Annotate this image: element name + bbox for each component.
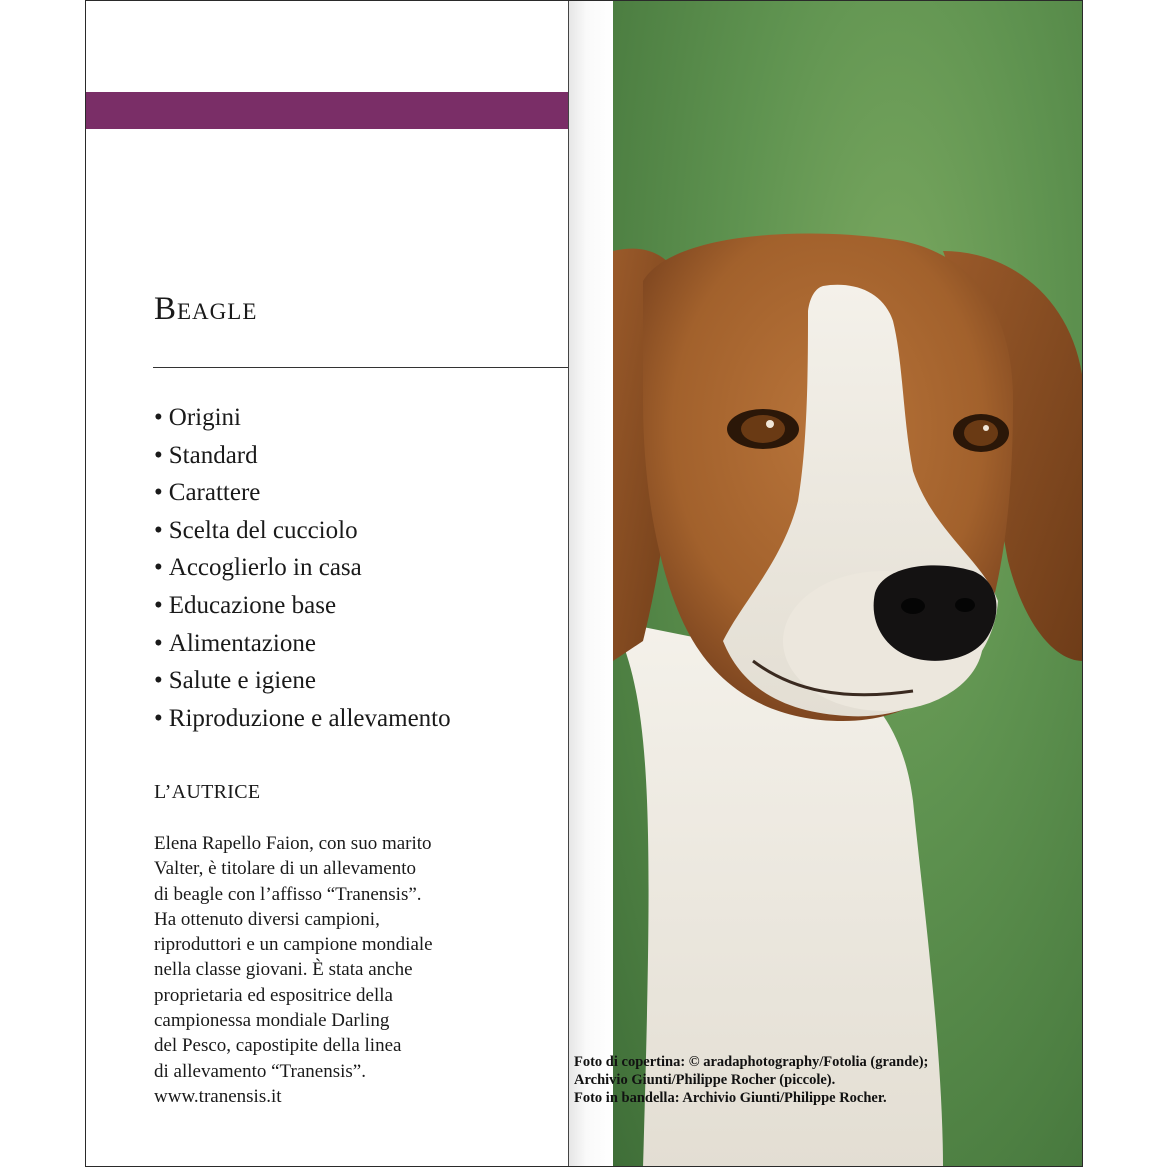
contents-item: • Salute e igiene	[154, 662, 451, 700]
contents-item: • Origini	[154, 399, 451, 437]
contents-item: • Riproduzione e allevamento	[154, 700, 451, 738]
contents-list	[154, 399, 451, 737]
author-bio	[154, 831, 494, 1109]
author-bio-line: Ha ottenuto diversi campioni,	[154, 908, 380, 930]
photo-credits	[574, 1053, 928, 1107]
author-bio-line: Elena Rapello Faion, con suo marito	[154, 833, 432, 854]
author-bio-line: campionessa mondiale Darling	[154, 1010, 390, 1032]
book-title: Beagle	[154, 291, 258, 327]
book-flap	[85, 0, 1083, 1167]
beagle-illustration	[613, 1, 1083, 1166]
author-bio-line: di allevamento “Tranensis”.	[154, 1060, 366, 1082]
beagle-photo	[613, 1, 1083, 1166]
author-bio-line: proprietaria ed espositrice della	[154, 984, 393, 1006]
credit-line: Foto di copertina: © aradaphotography/Fotolia (grande);	[574, 1054, 929, 1070]
author-bio-line: del Pesco, capostipite della linea	[154, 1035, 402, 1057]
author-website: www.tranensis.it	[154, 1085, 282, 1107]
author-heading: L’AUTRICE	[154, 781, 261, 803]
author-bio-line: di beagle con l’affisso “Tranensis”.	[154, 883, 422, 905]
contents-item: • Educazione base	[154, 587, 451, 625]
author-bio-line: Valter, è titolare di un allevamento	[154, 858, 416, 880]
contents-item: • Standard	[154, 437, 451, 475]
credit-line: Foto in bandella: Archivio Giunti/Philippe Rocher.	[574, 1090, 887, 1106]
credit-line: Archivio Giunti/Philippe Rocher (piccole).	[574, 1072, 836, 1088]
accent-bar	[86, 92, 568, 129]
title-divider	[153, 367, 568, 368]
author-bio-line: riproduttori e un campione mondiale	[154, 934, 433, 956]
text-panel	[86, 1, 569, 1166]
contents-item: • Accoglierlo in casa	[154, 549, 451, 587]
fold-gutter	[569, 1, 613, 1166]
contents-item: • Alimentazione	[154, 625, 451, 663]
contents-item: • Scelta del cucciolo	[154, 512, 451, 550]
author-bio-line: nella classe giovani. È stata anche	[154, 959, 413, 981]
contents-item: • Carattere	[154, 474, 451, 512]
